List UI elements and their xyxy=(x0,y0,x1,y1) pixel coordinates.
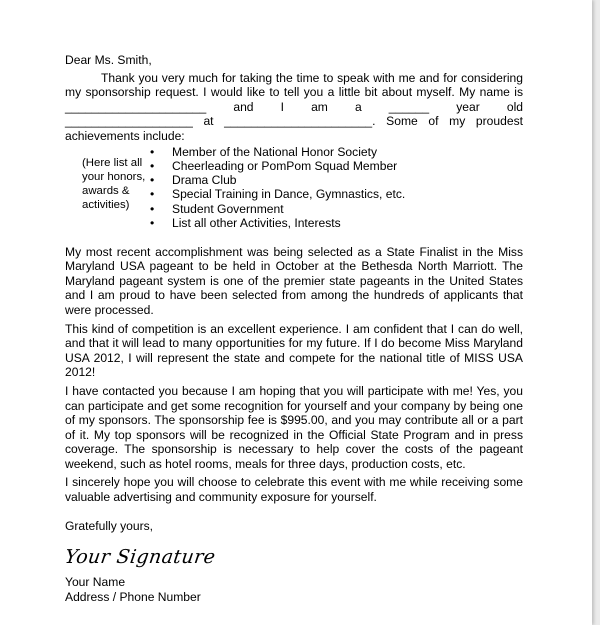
paragraph-competition: This kind of competition is an excellent experience. I am confident that I can do well, and that it will lead to many opportunities for my future. If I do become Miss Maryland USA 2012, I will represent the state and compete for the national title of MISS USA 2012! xyxy=(65,321,523,380)
signature: Your Signature xyxy=(63,546,217,569)
paragraph-recent-accomplishment: My most recent accomplishment was being selected as a State Finalist in the Miss Maryland USA pageant to be held in October at the Bethesda North Marriott. The Maryland pageant system is one of the premier state pageants in the United States and I am proud to have been selected from among the hundreds of applicants that were processed. xyxy=(65,244,523,317)
list-item: • Member of the National Honor Society xyxy=(150,145,405,159)
achievements-note: (Here list all your honors, awards & activities) xyxy=(82,156,146,212)
achievements-section xyxy=(65,144,523,242)
intro-line: _____________________ and I am a ______ year old xyxy=(65,99,523,114)
intro-line: achievements include: xyxy=(65,128,185,143)
intro-line: Thank you very much for taking the time to speak with me and for considering xyxy=(101,70,523,85)
intro-line: ___________________ at ______________________. Some of my proudest xyxy=(65,114,523,129)
list-item: • Special Training in Dance, Gymnastics, etc. xyxy=(150,187,405,201)
list-item: • List all other Activities, Interests xyxy=(150,216,405,230)
paragraph-contact: I have contacted you because I am hoping that you will participate with me! Yes, you can participate and get some recognition for yourself and your company by being one of my sponsors. The sponsorship fee is $995.00, and you may contribute all or a part of it. My top sponsors will be recognized in the Official State Program and in press coverage. The sponsorship is necessary to help cover the costs of the pageant weekend, such as hotel rooms, meals for three days, production costs, etc. xyxy=(65,383,523,471)
intro-line: my sponsorship request. I would like to tell you a little bit about myself. My name is xyxy=(65,85,523,100)
salutation: Dear Ms. Smith, xyxy=(65,53,152,67)
sender-name: Your Name xyxy=(65,575,126,590)
list-item: • Drama Club xyxy=(150,173,405,187)
closing: Gratefully yours, xyxy=(65,518,154,533)
paragraph-hope: I sincerely hope you will choose to celebrate this event with me while receiving some valuable advertising and community exposure for yourself. xyxy=(65,475,523,505)
sender-address: Address / Phone Number xyxy=(65,589,201,604)
letter-body xyxy=(65,53,523,604)
achievements-list xyxy=(150,145,405,231)
list-item: • Student Government xyxy=(150,202,405,216)
intro-paragraph xyxy=(65,71,523,144)
list-item: • Cheerleading or PomPom Squad Member xyxy=(150,159,405,173)
